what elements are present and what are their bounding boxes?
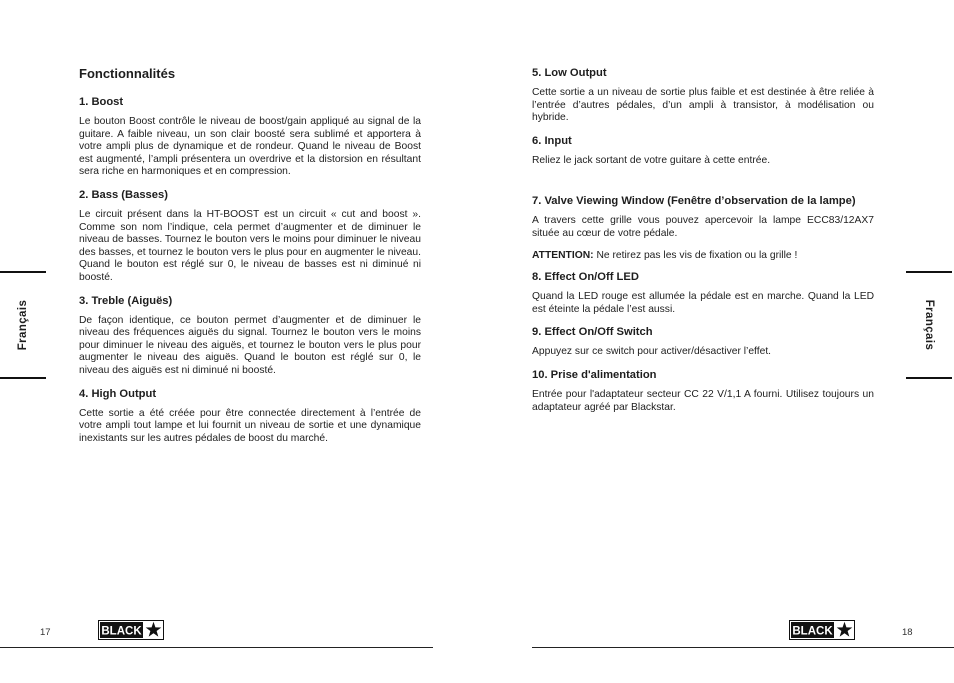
section-text-led: Quand la LED rouge est allumée la pédale est en marche. Quand la LED est éteinte la pédale l’est aussi.	[532, 291, 874, 315]
section-heading-power: 10. Prise d'alimentation	[532, 368, 657, 381]
spacer	[532, 176, 874, 194]
svg-text:BLACK: BLACK	[792, 625, 833, 638]
attention-text: Ne retirez pas les vis de fixation ou la grille !	[593, 249, 798, 261]
language-tab-right	[906, 271, 952, 379]
page-title: Fonctionnalités	[79, 66, 176, 81]
section-text-valve-window: A travers cette grille vous pouvez apercevoir la lampe ECC83/12AX7 située au cœur de votre pédale.	[532, 215, 874, 239]
bottom-rule-right	[532, 647, 954, 648]
section-text-power: Entrée pour l'adaptateur secteur CC 22 V/1,1 A fourni. Utilisez toujours un adaptateur agréé par Blackstar.	[532, 388, 874, 413]
section-heading-low-output: 5. Low Output	[532, 67, 607, 79]
section-text-high-output: Cette sortie a été créée pour être connectée directement à l’entrée de votre ampli tout lampe et lui fournit un niveau de sortie et une dynamique inexistants sur les autres pédales de boost du marché.	[79, 407, 421, 444]
attention-label: ATTENTION:	[532, 249, 594, 261]
section-heading-switch: 9. Effect On/Off Switch	[532, 326, 653, 339]
section-heading-treble: 3. Treble (Aiguës)	[79, 294, 173, 307]
language-tab-label: Français	[17, 299, 29, 351]
left-page-content	[79, 66, 421, 454]
language-tab-label: Français	[923, 299, 935, 351]
section-text-treble: De façon identique, ce bouton permet d’augmenter et de diminuer le niveau des fréquences aiguës du signal. Tournez le bouton vers le moins pour diminuer le niveau des aiguës, et tournez le bouton vers le plus pour augmenter le niveau des aiguës. Quand le bouton est réglé sur 0, le niveau des aiguës est ni diminué ni boosté.	[79, 314, 421, 376]
language-tab-left	[0, 271, 46, 379]
attention-note	[532, 250, 874, 263]
section-text-low-output: Cette sortie a un niveau de sortie plus faible et est destinée à être reliée à l’entrée d’autres pédales, d’un ampli à transistor, à modélisation ou hybride.	[532, 87, 874, 124]
section-heading-valve-window: 7. Valve Viewing Window (Fenêtre d’observation de la lampe)	[532, 195, 856, 208]
blackstar-logo	[789, 620, 855, 640]
blackstar-logo	[98, 620, 164, 640]
page-number-left: 17	[40, 627, 51, 638]
section-heading-led: 8. Effect On/Off LED	[532, 271, 639, 284]
section-heading-boost: 1. Boost	[79, 96, 124, 108]
right-page-content	[532, 66, 874, 423]
section-text-bass: Le circuit présent dans la HT-BOOST est un circuit « cut and boost ». Comme son nom l’indique, cela permet d’augmenter et de diminuer le niveau de basses. Tournez le bouton vers le moins pour diminuer le niveau des basses, et tournez le bouton vers le plus pour en augmenter le niveau. Quand le bouton est réglé sur 0, le niveau de basses est ni diminué ni boosté.	[79, 208, 421, 283]
section-heading-input: 6. Input	[532, 134, 572, 147]
svg-text:BLACK: BLACK	[101, 625, 142, 638]
section-text-boost: Le bouton Boost contrôle le niveau de boost/gain appliqué au signal de la guitare. A faible niveau, un son clair boosté sera sublimé et apportera à votre ampli plus de dynamique et de rondeur. Quand le niveau de Boost est augmenté, l’ampli présentera un overdrive et la distorsion en résultant sera riche en harmoniques et en compression.	[79, 116, 421, 178]
section-heading-high-output: 4. High Output	[79, 387, 157, 400]
section-text-switch: Appuyez sur ce switch pour activer/désactiver l’effet.	[532, 346, 772, 358]
section-text-input: Reliez le jack sortant de votre guitare à cette entrée.	[532, 154, 771, 166]
bottom-rule-left	[0, 647, 433, 648]
section-heading-bass: 2. Bass (Basses)	[79, 188, 168, 201]
page-number-right: 18	[902, 627, 913, 638]
